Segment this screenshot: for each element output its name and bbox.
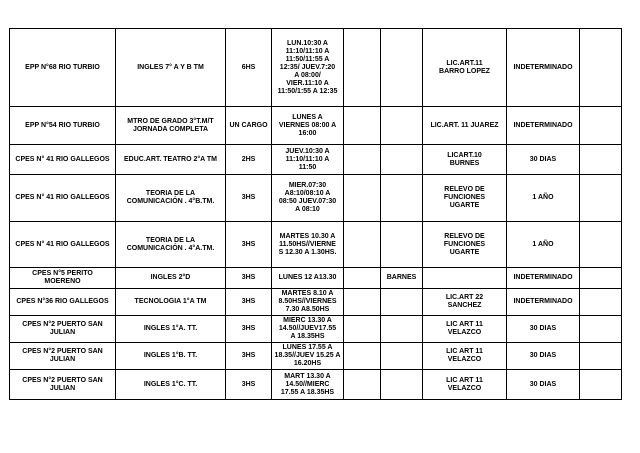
cell-horario: LUN.10:30 A 11:10/11:10 A 11:50/11:55 A 12:35/ JUEV.7:20 A 08:00/ VIER.11:10 A 11:50/1:55 A 12:35 [272,29,344,107]
cell-reemplaza: BARNES [381,268,423,289]
cell-empty-a [344,289,381,316]
cell-horario: MIER.07:30 A8:10/08:10 A 08:50 JUEV.07:30 A 08:10 [272,175,344,222]
cell-duracion: 1 AÑO [507,175,580,222]
cell-establecimiento: CPES N°5 PERITO MOERENO [10,268,116,289]
cell-empty-a [344,222,381,268]
cell-empty-b [580,107,622,145]
cell-duracion: 30 DIAS [507,145,580,175]
table-body [10,29,622,400]
cell-establecimiento: CPES N°2 PUERTO SAN JULIAN [10,343,116,370]
cell-horario: LUNES 17.55 A 18.35//JUEV 15.25 A 16.20HS [272,343,344,370]
cell-reemplaza [381,29,423,107]
cell-empty-b [580,222,622,268]
cell-horas: 3HS [226,343,272,370]
cell-reemplaza [381,222,423,268]
cell-empty-a [344,268,381,289]
cell-establecimiento: CPES N°2 PUERTO SAN JULIAN [10,370,116,400]
table-row [10,222,622,268]
table-row [10,370,622,400]
table-row [10,29,622,107]
cell-asignatura: INGLES 7° A Y B TM [116,29,226,107]
cell-empty-a [344,145,381,175]
cell-empty-b [580,145,622,175]
cell-reemplaza [381,175,423,222]
table-row [10,289,622,316]
cell-establecimiento: CPES N°2 PUERTO SAN JULIAN [10,316,116,343]
cell-horas: 6HS [226,29,272,107]
cell-reemplaza [381,107,423,145]
cell-establecimiento: CPES N° 41 RIO GALLEGOS [10,145,116,175]
cell-duracion: 30 DIAS [507,316,580,343]
cell-establecimiento: EPP N°54 RIO TURBIO [10,107,116,145]
cell-reemplaza [381,145,423,175]
cell-articulo: LIC.ART. 11 JUAREZ [423,107,507,145]
table-row [10,268,622,289]
cell-empty-b [580,268,622,289]
cell-asignatura: INGLES 1°C. TT. [116,370,226,400]
cell-articulo: LICART.10 BURNES [423,145,507,175]
cell-empty-a [344,343,381,370]
cell-duracion: INDETERMINADO [507,268,580,289]
table-row [10,175,622,222]
cell-articulo: LIC ART 11 VELAZCO [423,316,507,343]
cell-reemplaza [381,370,423,400]
cell-empty-a [344,29,381,107]
cell-duracion: 1 AÑO [507,222,580,268]
cell-establecimiento: CPES N°36 RIO GALLEGOS [10,289,116,316]
cell-horas: 3HS [226,268,272,289]
cell-empty-a [344,370,381,400]
cell-horas: 3HS [226,289,272,316]
cell-asignatura: EDUC.ART. TEATRO 2°A TM [116,145,226,175]
cell-horario: LUNES A VIERNES 08:00 A 16:00 [272,107,344,145]
cell-asignatura: INGLES 1°B. TT. [116,343,226,370]
cell-horario: MART 13.30 A 14.50//MIERC 17.55 A 18.35HS [272,370,344,400]
designations-table [9,28,622,400]
cell-empty-b [580,370,622,400]
cell-reemplaza [381,289,423,316]
cell-empty-a [344,316,381,343]
table-row [10,343,622,370]
cell-empty-b [580,316,622,343]
cell-empty-b [580,29,622,107]
cell-establecimiento: CPES N° 41 RIO GALLEGOS [10,175,116,222]
cell-horas: 2HS [226,145,272,175]
cell-reemplaza [381,316,423,343]
cell-horario: MARTES 10.30 A 11.50HS//VIERNE S 12.30 A 1.30HS. [272,222,344,268]
cell-asignatura: INGLES 1°A. TT. [116,316,226,343]
cell-duracion: INDETERMINADO [507,289,580,316]
cell-horas: 3HS [226,175,272,222]
cell-horas: 3HS [226,370,272,400]
cell-articulo: LIC ART 11 VELAZCO [423,370,507,400]
cell-empty-a [344,175,381,222]
cell-horas: 3HS [226,316,272,343]
cell-establecimiento: EPP N°68 RIO TURBIO [10,29,116,107]
cell-asignatura: TEORIA DE LA COMUNICACIÓN . 4°B.TM. [116,175,226,222]
cell-articulo: RELEVO DE FUNCIONES UGARTE [423,222,507,268]
cell-horario: LUNES 12 A13.30 [272,268,344,289]
cell-reemplaza [381,343,423,370]
cell-duracion: INDETERMINADO [507,29,580,107]
cell-duracion: INDETERMINADO [507,107,580,145]
cell-asignatura: MTRO DE GRADO 3°T.M/T JORNADA COMPLETA [116,107,226,145]
cell-articulo [423,268,507,289]
cell-duracion: 30 DIAS [507,343,580,370]
cell-articulo: LIC.ART.11 BARRO LOPEZ [423,29,507,107]
cell-asignatura: TECNOLOGIA 1°A TM [116,289,226,316]
cell-empty-b [580,175,622,222]
cell-horario: MIERC 13.30 A 14.50//JUEV17.55 A 18.35HS [272,316,344,343]
cell-empty-b [580,343,622,370]
cell-articulo: LIC.ART 22 SANCHEZ [423,289,507,316]
cell-horario: MARTES 8.10 A 8.50HS//VIERNES 7.30 A8.50HS [272,289,344,316]
cell-horas: UN CARGO [226,107,272,145]
cell-establecimiento: CPES N° 41 RIO GALLEGOS [10,222,116,268]
cell-asignatura: INGLES 2°D [116,268,226,289]
table-row [10,316,622,343]
cell-empty-b [580,289,622,316]
cell-articulo: LIC ART 11 VELAZCO [423,343,507,370]
cell-duracion: 30 DIAS [507,370,580,400]
cell-asignatura: TEORIA DE LA COMUNICACIÓN . 4°A.TM. [116,222,226,268]
cell-horario: JUEV.10:30 A 11:10/11:10 A 11:50 [272,145,344,175]
table-row [10,145,622,175]
cell-articulo: RELEVO DE FUNCIONES UGARTE [423,175,507,222]
cell-empty-a [344,107,381,145]
cell-horas: 3HS [226,222,272,268]
table-row [10,107,622,145]
